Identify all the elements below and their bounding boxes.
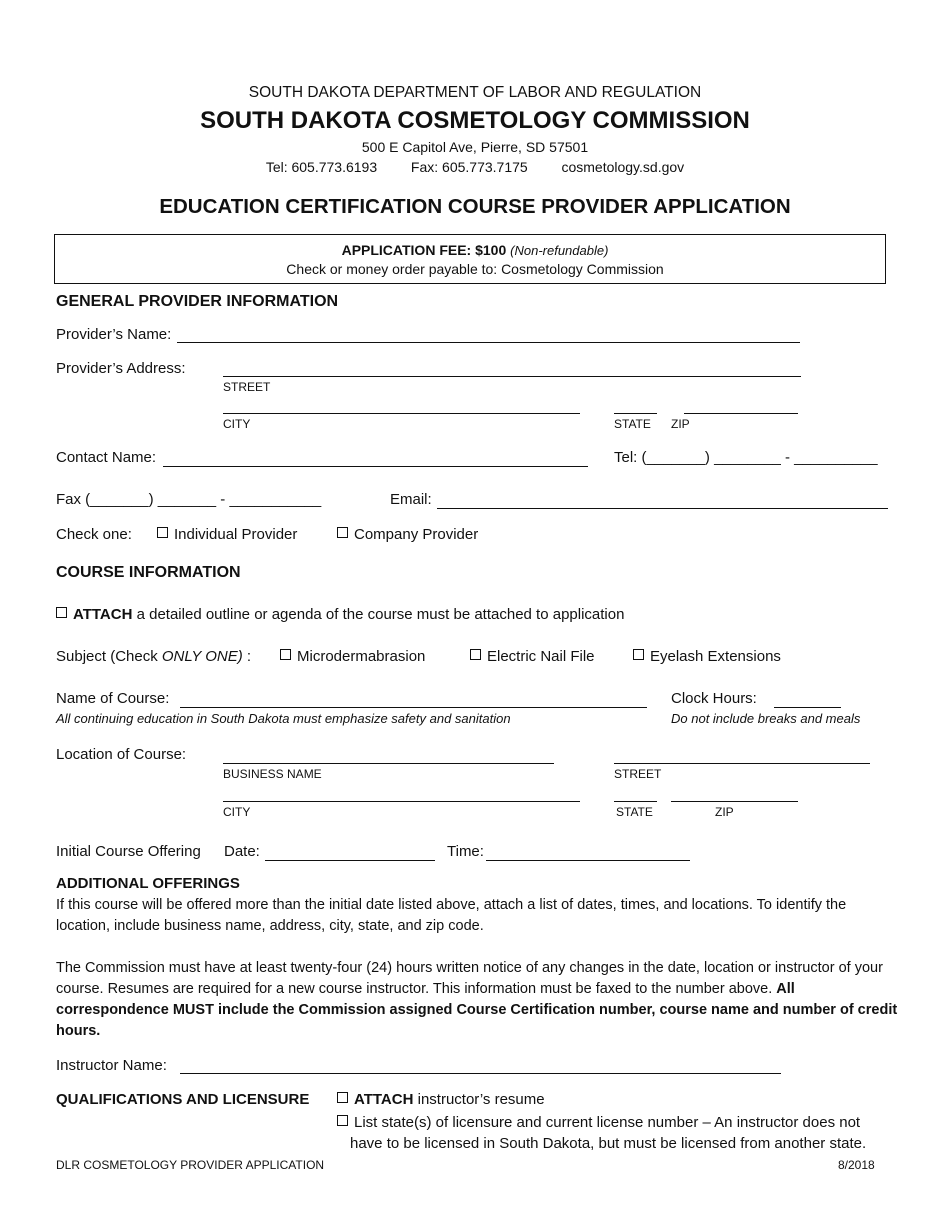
licensure-line-1[interactable] <box>337 1114 860 1131</box>
initial-offering-label: Initial Course Offering <box>56 843 201 860</box>
instructor-name-field[interactable] <box>180 1073 781 1074</box>
checkbox-icon[interactable] <box>337 527 348 538</box>
company-provider-option[interactable] <box>337 526 478 543</box>
clock-hours-label: Clock Hours: <box>671 690 757 707</box>
commission-address: 500 E Capitol Ave, Pierre, SD 57501 <box>361 139 589 155</box>
additional-paragraph-2-bold: All correspondence MUST include the Commission assigned Course Certification number, course name and number of credit hours. <box>56 981 898 1039</box>
provider-address-label: Provider’s Address: <box>56 360 186 377</box>
location-business-field[interactable] <box>223 763 554 764</box>
offering-time-label: Time: <box>447 843 484 860</box>
location-state-caption: STATE <box>616 805 653 819</box>
fee-line <box>0 242 950 258</box>
provider-street-field[interactable] <box>223 376 801 377</box>
department-name: SOUTH DAKOTA DEPARTMENT OF LABOR AND REGULATION <box>248 84 702 101</box>
location-street-caption: STREET <box>614 767 662 781</box>
commission-name: SOUTH DAKOTA COSMETOLOGY COMMISSION <box>200 107 750 134</box>
provider-zip-field[interactable] <box>684 413 798 414</box>
subject-label-post: : <box>242 648 252 665</box>
contact-name-label: Contact Name: <box>56 449 157 466</box>
clock-hours-field[interactable] <box>774 707 841 708</box>
checkbox-icon[interactable] <box>633 649 644 660</box>
subject-electric-nail-file[interactable] <box>470 648 595 665</box>
additional-heading: ADDITIONAL OFFERINGS <box>56 875 240 892</box>
course-name-label: Name of Course: <box>56 690 170 707</box>
email-label: Email: <box>390 491 432 508</box>
business-name-caption: BUSINESS NAME <box>223 767 322 781</box>
offering-time-field[interactable] <box>486 860 690 861</box>
subject-label-eyelash-extensions: Eyelash Extensions <box>650 648 781 665</box>
location-label: Location of Course: <box>56 746 187 763</box>
attach-bold: ATTACH <box>73 606 133 623</box>
email-field[interactable] <box>437 508 888 509</box>
qualifications-heading: QUALIFICATIONS AND LICENSURE <box>56 1091 310 1108</box>
location-city-caption: CITY <box>223 805 251 819</box>
subject-eyelash-extensions[interactable] <box>633 648 781 665</box>
contact-name-field[interactable] <box>163 466 588 467</box>
fee-label: APPLICATION FEE: $100 <box>341 242 507 258</box>
checkbox-icon[interactable] <box>470 649 481 660</box>
clock-hours-note: Do not include breaks and meals <box>671 711 861 726</box>
offering-date-label: Date: <box>224 843 260 860</box>
contact-line <box>0 159 950 175</box>
course-heading: COURSE INFORMATION <box>56 564 241 581</box>
street-caption: STREET <box>223 380 271 394</box>
checkbox-icon[interactable] <box>337 1115 348 1126</box>
form-title: EDUCATION CERTIFICATION COURSE PROVIDER APPLICATION <box>159 195 791 218</box>
commission-fax: Fax: 605.773.7175 <box>410 159 528 175</box>
subject-label-pre: Subject (Check <box>56 648 162 665</box>
individual-provider-label: Individual Provider <box>174 526 298 543</box>
fax-field[interactable]: Fax (_______) _______ - ___________ <box>56 491 322 508</box>
location-street-field[interactable] <box>614 763 870 764</box>
location-city-field[interactable] <box>223 801 580 802</box>
provider-state-field[interactable] <box>614 413 657 414</box>
contact-tel-field[interactable]: Tel: (_______) ________ - __________ <box>614 449 878 466</box>
licensure-text-1: List state(s) of licensure and current license number – An instructor does not <box>354 1114 861 1131</box>
subject-label <box>56 648 251 665</box>
checkbox-icon[interactable] <box>56 607 67 618</box>
provider-city-field[interactable] <box>223 413 580 414</box>
general-heading: GENERAL PROVIDER INFORMATION <box>56 293 339 310</box>
additional-paragraph-2 <box>56 958 898 1042</box>
subject-label-em: ONLY ONE) <box>161 648 243 665</box>
city-caption: CITY <box>223 417 251 431</box>
footer-revision-date: 8/2018 <box>838 1158 875 1172</box>
instructor-name-label: Instructor Name: <box>56 1057 167 1074</box>
checkbox-icon[interactable] <box>157 527 168 538</box>
attach-text: a detailed outline or agenda of the course must be attached to application <box>132 606 625 623</box>
commission-tel: Tel: 605.773.6193 <box>265 159 378 175</box>
course-attach-line[interactable] <box>56 606 624 623</box>
checkbox-icon[interactable] <box>280 649 291 660</box>
commission-website[interactable]: cosmetology.sd.gov <box>561 159 685 175</box>
individual-provider-option[interactable] <box>157 526 297 543</box>
state-caption: STATE <box>614 417 651 431</box>
fee-note: (Non-refundable) <box>510 243 609 258</box>
course-name-note: All continuing education in South Dakota must emphasize safety and sanitation <box>56 711 511 726</box>
resume-attach-text: instructor’s resume <box>413 1091 545 1108</box>
additional-paragraph-2-plain: The Commission must have at least twenty-four (24) hours written notice of any changes in the date, location or instructor of your course. Resumes are required for a new course instructor. This information must be faxed to the number above. <box>56 960 883 997</box>
subject-label-microdermabrasion: Microdermabrasion <box>297 648 426 665</box>
location-zip-caption: ZIP <box>715 805 734 819</box>
footer-form-name: DLR COSMETOLOGY PROVIDER APPLICATION <box>56 1158 325 1172</box>
additional-paragraph-1: If this course will be offered more than the initial date listed above, attach a list of dates, times, and locations. To identify the location, include business name, address, city, state, and zip code. <box>56 897 847 934</box>
licensure-line-2: have to be licensed in South Dakota, but must be licensed from another state. <box>350 1135 867 1152</box>
checkbox-icon[interactable] <box>337 1092 348 1103</box>
provider-name-label: Provider’s Name: <box>56 326 172 343</box>
fee-payable: Check or money order payable to: Cosmetology Commission <box>286 261 664 277</box>
course-name-field[interactable] <box>180 707 647 708</box>
subject-label-electric-nail-file: Electric Nail File <box>487 648 595 665</box>
check-one-label: Check one: <box>56 526 132 543</box>
offering-date-field[interactable] <box>265 860 435 861</box>
location-zip-field[interactable] <box>671 801 798 802</box>
company-provider-label: Company Provider <box>354 526 479 543</box>
resume-attach-bold: ATTACH <box>354 1091 414 1108</box>
zip-caption: ZIP <box>671 417 690 431</box>
resume-attach-line[interactable] <box>337 1091 545 1108</box>
provider-name-field[interactable] <box>177 342 800 343</box>
location-state-field[interactable] <box>614 801 657 802</box>
subject-microdermabrasion[interactable] <box>280 648 425 665</box>
